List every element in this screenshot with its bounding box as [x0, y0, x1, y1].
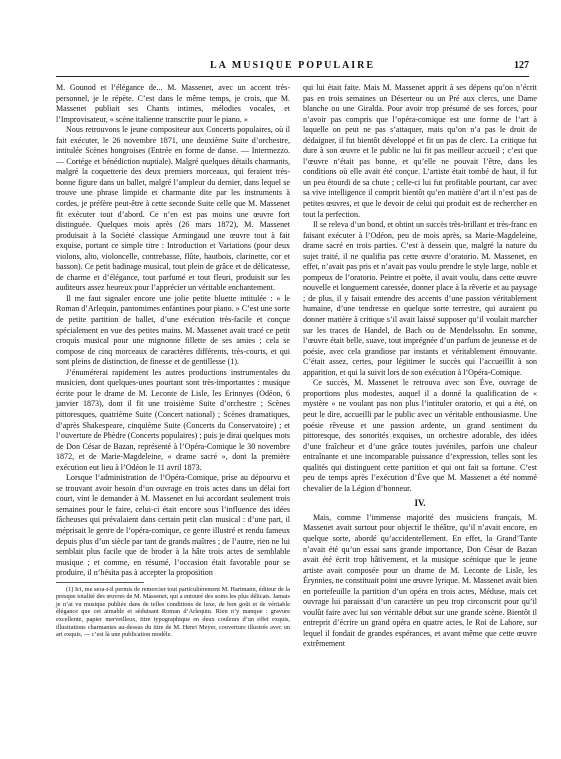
paragraph: Ce succès, M. Massenet le retrouva avec son Ève, ouvrage de proportions plus modestes, auquel il a donné la qualification de « mystère » ne voulant pas non plus l’intituler oratorio, et qui a été, on peut le dire, accueilli par le public avec un véritable enthousiasme. Une poésie rêveuse et une passion ardente, un grand sentiment du pittoresque, des sonorités exquises, un orchestre adorable, des idées d’une fraîcheur et d’une grâce toutes juvéniles, parfois une chaleur entraînante et une incomparable puissance d’expression, telles sont les qualités qui distinguent cette partition et qui ont fait sa fortune. C’est peu de temps après l’exécution d’Ève que M. Massenet a été nommé chevalier de la Légion d’honneur.	[303, 378, 537, 493]
text-columns	[56, 83, 537, 753]
paragraph: J’énumérerai rapidement les autres productions instrumentales du musicien, dont quelques-unes pourtant sont très-importantes : musique écrite pour le drame de M. Leconte de Lisle, les Erinnyes (Odéon, 6 janvier 1873), dont il fit une troisième Suite d’orchestre ; Scènes pittoresques, quatrième Suite (Concert national) ; Scènes dramatiques, d’après Shakespeare, cinquième Suite (Concerts du Conservatoire) ; et l’ouverture de Phèdre (Concerts populaires) ; puis je dirai quelques mots de Don César de Bazan, représenté à l’Opéra-Comique le 30 novembre 1872, et de Marie-Magdeleine, « drame sacré », dont la première exécution eut lieu à l’Odéon le 11 avril 1873.	[56, 367, 290, 472]
paragraph: Il se releva d’un bond, et obtint un succès très-brillant et très-franc en faisant exécuter à l’Odéon, peu de mois après, sa Marie-Magdeleine, drame sacré en trois parties. C’est à dessein que, malgré la nature du sujet traité, il ne qualifia pas cette œuvre d’oratorio. M. Massenet, en effet, n’avait pas pris et n’avait pas voulu prendre le style large, noble et pompeux de l’oratorio. Peintre et poëte, il avait voulu, dans cette œuvre nouvelle et longuement caressée, donner place à la rêverie et au paysage ; de plus, il y faisait entendre des accents d’une passion véritablement humaine, d’une tendresse en quelque sorte terrestre, qui auraient pu donner matière à critique s’il avait laissé supposer qu’il voulait marcher sur les traces de Handel, de Bach ou de Mendelssohn. En somme, l’œuvre était belle, suave, tout imprégnée d’un parfum de jeunesse et de poésie, avec cela grandiose par instants et véritablement émouvante. C’était assez, certes, pour légitimer le succès qui l’accueillit à son apparition, et qui la suivit lors de son exécution à l’Opéra-Comique.	[303, 220, 537, 377]
running-title: LA MUSIQUE POPULAIRE	[209, 60, 375, 71]
page-number: 127	[514, 60, 529, 71]
right-column	[303, 83, 537, 753]
paragraph: Lorsque l’administration de l’Opéra-Comique, prise au dépourvu et se trouvant avoir besoin d’un ouvrage en trois actes dans un délai fort court, vint le demander à M. Massenet en lui accordant seulement trois semaines pour le faire, celui-ci était encore sous l’influence des idées fâcheuses qui prévalaient dans certain petit clan musical : d’une part, il méprisait le genre de l’opéra-comique, ce genre illustré et rendu fameux depuis plus d’un siècle par tant de grands maîtres ; de l’autre, rien ne lui semblait plus facile que de broder à la hâte trois actes de semblable musique ; et comme, en résumé, l’occasion était favorable pour se produire, il n’hésita pas à accepter la proposition	[56, 473, 290, 578]
page-header	[56, 60, 529, 77]
footnote: (1) Ici, me sera-t-il permis de remercier tout particulièrement M. Hartmann, éditeur de la presque totalité des œuvres de M. Massenet, qui a entouré des soins les plus délicats. Jamais je n’ai vu musique publiée dans de telles conditions de luxe, de bon goût et de véritable élégance que cet aimable et séduisant Roman d’Arlequin. Rien n’y manque : gravure excellente, papier merveilleux, titre typographique en deux couleurs d’un effet exquis, illustrations charmantes au-dessus du titre de M. Henri Meyer, couverture illustrée avec un art exquis, — c’est là une publication modèle.	[56, 585, 290, 639]
paragraph: qui lui était faite. Mais M. Massenet apprit à ses dépens qu’on n’écrit pas en trois semaines un Déserteur ou un Pré aux clercs, une Dame blanche ou une Giralda. Pour avoir trop présumé de ses forces, pour n’avoir pas compris que l’opéra-comique est une forme de l’art à laquelle on peut ne pas s’attaquer, mais qu’on n’a pas le droit de dédaigner, il fut bientôt développé et fit un pas de clerc. La critique fut dure à son œuvre et le public ne lui fit pas meilleur accueil ; c’est que l’œuvre n’était pas bonne, et qu’elle ne pouvait l’être, dans les conditions où elle avait été conçue. L’artiste était tombé de haut, il fut un peu étourdi de sa chute ; celle-ci lui fut profitable pourtant, car avec sa vive intelligence il comprit bientôt qu’en matière d’art il n’est pas de petites œuvres, et que le devoir de celui qui produit est de rechercher en tout la perfection.	[303, 83, 537, 219]
left-column	[56, 83, 290, 753]
footnote-divider	[56, 582, 144, 583]
paragraph: Il me faut signaler encore une jolie petite bluette intitulée : « le Roman d’Arlequin, pantomimes enfantines pour piano. » C’est une sorte de petite partition de ballet, d’une exécution très-facile et conçue spécialement en vue des petites mains. M. Massenet avait tracé ce petit croquis musical pour une mignonne fillette de ses amies ; cela se compose de cinq morceaux de caractères différents, très-courts, et qui sont pleins de distinction, de finesse et de gentillesse (1).	[56, 293, 290, 367]
paragraph: Nous retrouvons le jeune compositeur aux Concerts populaires, où il fait exécuter, le 26 novembre 1871, une deuxième Suite d’orchestre, intitulée Scènes hongroises (Entrée en forme de danse. — Intermezzo. — Cortége et bénédiction nuptiale). Malgré quelques détails charmants, malgré la coquetterie des deux premiers morceaux, qui feraient très-bonne figure dans un ballet, malgré l’ampleur du dernier, dans lequel se trouve une phrase limpide et charmante dite par les instruments à cordes, je préfère peut-être à cette seconde Suite celle que M. Massenet fit exécuter tout d’abord. Ce n’en est pas moins une œuvre fort distinguée. Quelques mois après (26 mars 1872), M. Massenet produisait à la Société classique Armingaud une œuvre tout à fait exquise, portant ce simple titre : Introduction et Variations (pour deux violons, alto, violoncelle, contrebasse, flûte, hautbois, clarinette, cor et basson). Ce petit badinage musical, tout plein de grâce et de délicatesse, de charme et d’élégance, tout parfumé et tout fleuri, produisit sur les auditeurs assez heureux pour l’apprécier un véritable enchantement.	[56, 125, 290, 293]
paragraph: Mais, comme l’immense majorité des musiciens français, M. Massenet avait surtout pour objectif le théâtre, qu’il n’avait encore, en quelque sorte, abordé qu’accidentellement. En effet, la Grand’Tante n’avait été qu’un essai sans grande importance, Don César de Bazan avait été écrit trop hâtivement, et la musique scénique que le jeune artiste avait composée pour un drame de M. Leconte de Lisle, les Érynnies, ne constituait point une œuvre lyrique. M. Massenet avait bien en portefeuille la partition d’un opéra en trois actes, Méduse, mais cet ouvrage lui paraissait d’un caractère un peu trop circonscrit pour qu’il voulût faire avec lui son véritable début sur une grande scène. Bientôt il entreprit d’écrire un grand opéra en quatre actes, le Roi de Lahore, sur lequel il fondait de grandes espérances, et avant même que cette œuvre extrêmement	[303, 512, 537, 649]
paragraph: M. Gounod et l’élégance de... M. Massenet, avec un accent très-personnel, je le répète. C’est dans le même temps, je crois, que M. Massenet publiait ses Chants intimes, mélodies vocales, et l’Improvisateur, « scène italienne transcrite pour le piano. »	[56, 83, 290, 124]
section-heading: IV.	[414, 498, 426, 509]
